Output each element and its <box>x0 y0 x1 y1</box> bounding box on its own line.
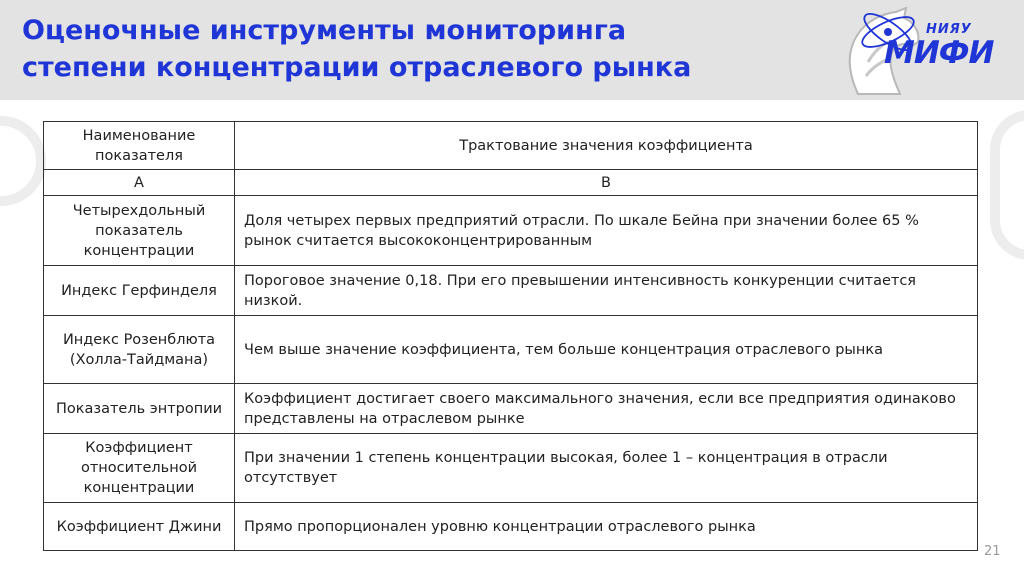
table-subheader-row <box>44 170 978 196</box>
indicator-name: Индекс Розенблюта (Холла-Тайдмана) <box>44 316 235 384</box>
header-cell-name: Наименование показателя <box>44 122 235 170</box>
table-row <box>44 266 978 316</box>
indicator-description: Прямо пропорционален уровню концентрации отраслевого рынка <box>235 503 978 551</box>
indicator-description: Доля четырех первых предприятий отрасли. По шкале Бейна при значении более 65 % рынок считается высококонцентрированным <box>235 196 978 266</box>
indicator-description: При значении 1 степень концентрации высокая, более 1 – концентрация в отрасли отсутствует <box>235 434 978 503</box>
table-row <box>44 434 978 503</box>
indicator-name: Коэффициент Джини <box>44 503 235 551</box>
decorative-ring-left <box>0 116 46 206</box>
header-cell-description: Трактование значения коэффициента <box>235 122 978 170</box>
logo-big-text: МИФИ <box>884 35 994 71</box>
indicator-description: Чем выше значение коэффициента, тем больше концентрация отраслевого рынка <box>235 316 978 384</box>
indicator-description: Пороговое значение 0,18. При его превышении интенсивность конкуренции считается низкой. <box>235 266 978 316</box>
decorative-ring-right <box>990 110 1024 260</box>
indicators-table <box>43 121 978 551</box>
title-line-2: степени концентрации отраслевого рынка <box>22 52 692 83</box>
table-row <box>44 316 978 384</box>
subheader-cell-b: В <box>235 170 978 196</box>
table-row <box>44 503 978 551</box>
slide-title <box>22 12 822 86</box>
slide-header <box>0 0 1024 100</box>
indicator-description: Коэффициент достигает своего максимального значения, если все предприятия одинаково представлены на отраслевом рынке <box>235 384 978 434</box>
mephi-logo <box>828 2 1018 98</box>
indicator-name: Показатель энтропии <box>44 384 235 434</box>
title-line-1: Оценочные инструменты мониторинга <box>22 15 627 46</box>
subheader-cell-a: А <box>44 170 235 196</box>
logo-small-text: НИЯУ <box>926 22 972 37</box>
table-header-row <box>44 122 978 170</box>
page-number: 21 <box>984 544 1001 559</box>
indicator-name: Индекс Герфинделя <box>44 266 235 316</box>
indicator-name: Коэффициент относительной концентрации <box>44 434 235 503</box>
table-row <box>44 196 978 266</box>
indicator-name: Четырехдольный показатель концентрации <box>44 196 235 266</box>
table-row <box>44 384 978 434</box>
